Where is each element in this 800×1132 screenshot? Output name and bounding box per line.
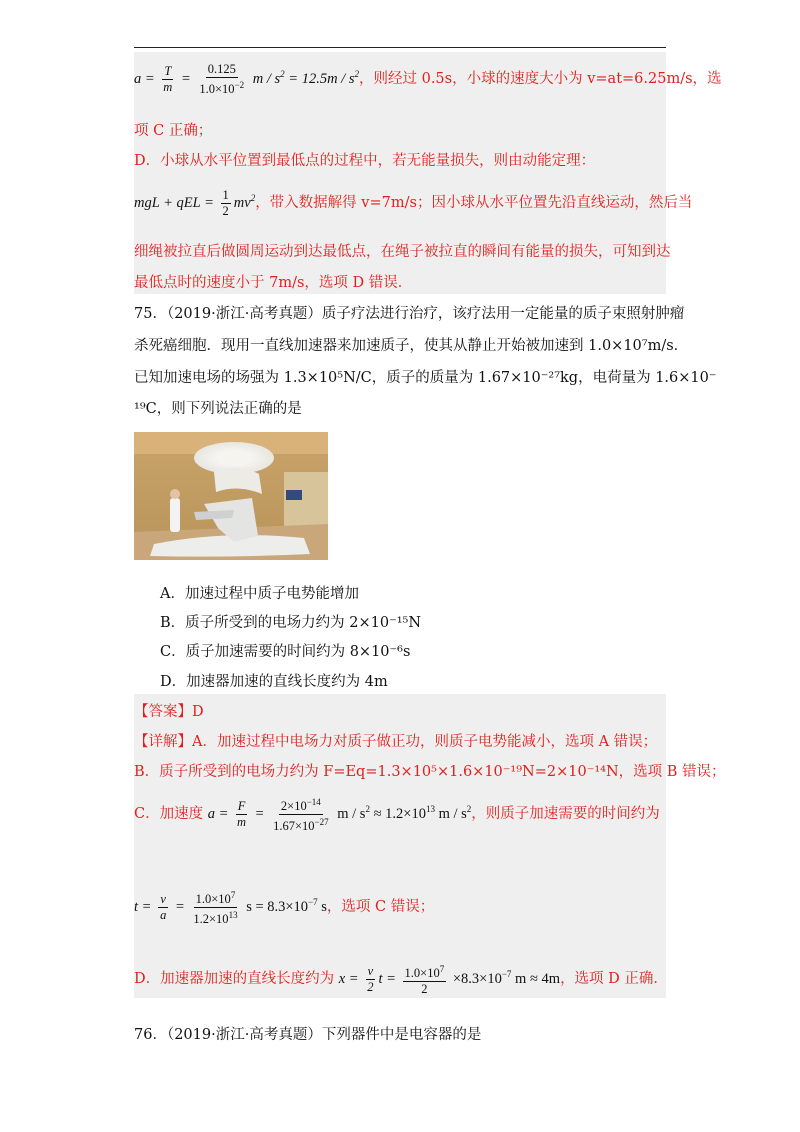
cont-line-4: mgL + qEL = $\frac{1}{2}$ $mv^2$，带入数据解得 v=7m/s；因小球从水平位置先沿直线运动，然后当 bbox=[134, 188, 693, 218]
q75-option-d: D．加速器加速的直线长度约为 4m bbox=[160, 674, 388, 690]
q75-option-c: C．质子加速需要的时间约为 8×10⁻⁶s bbox=[160, 644, 411, 660]
q76-line-1: 76．（2019·浙江·高考真题）下列器件中是电容器的是 bbox=[134, 1027, 482, 1043]
cont-line-2: 项 C 正确； bbox=[134, 123, 213, 139]
formula-acceleration-prev: a = $\frac{T}{m}$ = $\frac{0.125}{1.0\times 10^{-2}}$ $m / s^2 = 12.5m / s^2$ bbox=[134, 62, 359, 97]
header-rule bbox=[134, 47, 666, 48]
q75-line-1: 75．（2019·浙江·高考真题）质子疗法进行治疗，该疗法用一定能量的质子束照射肿瘤 bbox=[134, 306, 685, 322]
q75-exp-3: C．加速度 a = $\frac{F}{m}$ = $\frac{2\times 10^{-14}}{1.67\times 10^{-27}}$ $m / s^2 \approx 1.2\times 10^{13}$ m / $s^2$，则质子加速需要的时间约为 bbox=[134, 797, 660, 834]
q75-exp-5: D．加速器加速的直线长度约为 x = $\frac{v}{2}$ t = $\frac{1.0\times 10^7}{2}$ $\times 8.3\times 10^{-7}$ m ≈ 4m，选项 D 正确． bbox=[134, 964, 668, 997]
proton-therapy-photo bbox=[134, 432, 328, 560]
q75-exp-2: B．质子所受到的电场力约为 F=Eq=1.3×10⁵×1.6×10⁻¹⁹N=2×10⁻¹⁴N，选项 B 错误； bbox=[134, 764, 726, 780]
cont-line-6: 最低点时的速度小于 7m/s，选项 D 错误． bbox=[134, 275, 413, 291]
formula-time: t = $\frac{v}{a}$ = $\frac{1.0\times 10^7}{1.2\times 10^{13}}$ $s = 8.3\times 10^{-7}$ s bbox=[134, 890, 327, 927]
formula-energy: mgL + qEL = $\frac{1}{2}$ $mv^2$ bbox=[134, 188, 256, 218]
q75-exp-1: 【详解】A．加速过程中电场力对质子做正功，则质子电势能减小，选项 A 错误； bbox=[134, 734, 658, 750]
cont-line-5: 细绳被拉直后做圆周运动到达最低点，在绳子被拉直的瞬间有能量的损失，可知到达 bbox=[134, 244, 671, 260]
cont-line-1: a = $\frac{T}{m}$ = $\frac{0.125}{1.0\times 10^{-2}}$ $m / s^2 = 12.5m / s^2$，则经过 0.5s，小球的速度大小为 v=at=6.25m/s，选 bbox=[134, 62, 722, 97]
q75-line-4: ¹⁹C，则下列说法正确的是 bbox=[134, 401, 302, 417]
q75-answer: 【答案】D bbox=[134, 704, 204, 720]
cont-line-3: D．小球从水平位置到最低点的过程中，若无能量损失，则由动能定理： bbox=[134, 153, 596, 169]
q75-line-3: 已知加速电场的场强为 1.3×10⁵N/C，质子的质量为 1.67×10⁻²⁷kg，电荷量为 1.6×10⁻ bbox=[134, 370, 717, 386]
q75-exp-4: t = $\frac{v}{a}$ = $\frac{1.0\times 10^7}{1.2\times 10^{13}}$ $s = 8.3\times 10^{-7}$ s，选项 C 错误； bbox=[134, 890, 435, 927]
q75-option-a: A．加速过程中质子电势能增加 bbox=[160, 586, 359, 602]
q75-option-b: B．质子所受到的电场力约为 2×10⁻¹⁵N bbox=[160, 615, 422, 631]
formula-length: x = $\frac{v}{2}$ t = $\frac{1.0\times 10^7}{2}$ $\times 8.3\times 10^{-7}$ m ≈ 4m bbox=[338, 964, 561, 997]
q75-line-2: 杀死癌细胞．现用一直线加速器来加速质子，使其从静止开始被加速到 1.0×10⁷m/s． bbox=[134, 338, 689, 354]
formula-acceleration: a = $\frac{F}{m}$ = $\frac{2\times 10^{-14}}{1.67\times 10^{-27}}$ $m / s^2 \approx 1.2\times 10^{13}$ m / $s^2$ bbox=[207, 797, 472, 834]
